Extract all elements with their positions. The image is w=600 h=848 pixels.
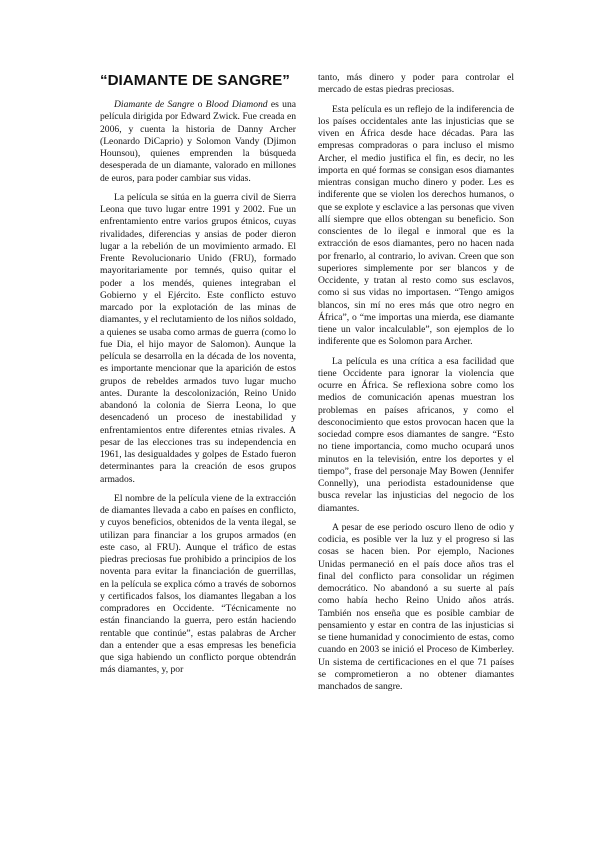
paragraph-critique — [318, 356, 514, 515]
paragraph-name-origin-text-2: , estas palabras de Archer dan a entender que a esas empresas les beneficia que siga habiendo un conflicto porque obtendrán más diamantes, y, por — [100, 627, 296, 676]
paragraph-indifference-end: , son ejemplos de lo indiferente que es Solomon para Archer. — [318, 324, 514, 348]
paragraph-critique-text: La película es una crítica a esa facilidad que tiene Occidente para ignorar la violencia que ocurre en África. Se reflexiona sobre como los medios de comunicación apenas muestran los problemas en países africanos, y como el desconocimiento que estos provocan hacen que la sociedad compre esos diamantes de sangre. — [318, 355, 514, 440]
archer-quote-diamond: “me importas una mierda, ese diamante tiene un valor incalculable” — [318, 311, 514, 335]
archer-quote-friends: “Tengo amigos blancos, sin mí no eres más que otro negro en África” — [318, 287, 514, 323]
paragraph-name-origin-text: El nombre de la película viene de la extracción de diamantes llevada a cabo en países en conflicto, y cuyos beneficios, obtenidos de la venta ilegal, se utilizan para financiar a los grupos armados (en este caso, al FRU). Aunque el tráfico de estas piedras preciosas fue prohibido a principios de los noventa para evitar la financiación de guerrillas, en la película se explica cómo a través de sobornos y certificados falsos, los diamantes llegaban a los compradores en Occidente. — [100, 492, 296, 614]
paragraph-context: La película se sitúa en la guerra civil de Sierra Leona que tuvo lugar entre 1991 y 2002. Fue un enfrentamiento entre varios grupos étnicos, cuyas rivalidades, diferencias y ansias de poder dieron lugar a la rebelión de un movimiento armado. El Frente Revolucionario Unido (FRU), formado mayoritariamente por temnés, quiso quitar el poder a los mendés, quienes integraban el Gobierno y el Ejército. Este conflicto estuvo marcado por la explotación de las minas de diamantes, y el reclutamiento de los niños soldado, a quienes se usaba como armas de guerra (como lo fue Dia, el hijo mayor de Salomon). Aunque la película se desarrolla en la década de los noventa, es importante mencionar que la aparición de estos grupos de rebeldes armados tuvo lugar mucho antes. Durante la descolonización, Reino Unido abandonó la colonia de Sierra Leona, lo que desencadenó un proceso de inestabilidad y enfrentamientos entre diferentes etnias rivales. A pesar de las elecciones tras su independencia en 1961, las desigualdades y golpes de Estado fueron determinantes para la creación de esos grupos armados. — [100, 191, 296, 485]
quote-connector: , o — [346, 311, 360, 323]
article-title: “DIAMANTE DE SANGRE” — [100, 72, 290, 89]
paragraph-intro-text: es una película dirigida por Edward Zwick. Fue creada en 2006, y cuenta la historia de Danny Archer (Leonardo DiCaprio) y Solomon Vandy (Djimon Hounsou), quienes emprenden la búsqueda desesperada de un diamante, valorado en millones de euros, para poder cambiar sus vidas. — [100, 99, 297, 184]
paragraph-hope: A pesar de ese periodo oscuro lleno de odio y codicia, es posible ver la luz y el progreso si las cosas se hacen bien. Por ejemplo, Naciones Unidas permaneció en el país doce años tras el final del conflicto para consolidar un régimen democrático. No abandonó a su suerte al país como había hecho Reino Unido años atrás. También nos enseña que es posible cambiar de pensamiento y estar en contra de las injusticias si se tiene humanidad y conocimiento de estas, como cuando en 2003 se inició el Proceso de Kimberley. Un sistema de certificaciones en el que 71 países se comprometieron a no obtener diamantes manchados de sangre. — [318, 521, 514, 692]
paragraph-intro — [100, 99, 296, 185]
left-column — [100, 72, 296, 684]
right-column — [318, 72, 514, 700]
may-bowen-quote: “Esto no tiene importancia, como mucho ocupará unos minutos en la televisión, entre los deportes y el tiempo” — [318, 429, 514, 477]
paragraph-critique-end: , frase del personaje May Bowen (Jennifer Connelly), una periodista estadounidense que busca revelar las injusticias del negocio de los diamantes. — [318, 465, 514, 514]
archer-quote: “Técnicamente no están financiando la guerra, pero están haciendo rentable que continúe” — [100, 603, 296, 639]
paragraph-continuation: tanto, más dinero y poder para controlar el mercado de estas piedras preciosas. — [318, 72, 514, 96]
film-title-spanish: Diamante de Sangre — [114, 99, 195, 110]
paragraph-indifference-text: Esta película es un reflejo de la indiferencia de los países occidentales ante las injusticias que se viven en África desde hace décadas. Para las empresas compradoras o para incluso el mismo Archer, el medio justifica el fin, es decir, no les importa en qué formas se consigan esos diamantes mientras consigan mucho dinero y poder. Les es indiferente que se violen los derechos humanos, o que se explote y esclavice a las personas que viven allí siempre que ellos obtengan su beneficio. Son conscientes de lo ilegal e inmoral que es la extracción de esos diamantes, pero no hacen nada por frenarlo, al contrario, lo avivan. Creen que son superiores simplemente por ser blancos y de Occidente, y tratan al resto como sus esclavos, como si sus vidas no importasen. — [318, 103, 514, 299]
paragraph-indifference — [318, 104, 514, 349]
paragraph-name-origin — [100, 493, 296, 677]
film-title-english: Blood Diamond — [205, 99, 268, 110]
connector-text: o — [194, 99, 206, 110]
